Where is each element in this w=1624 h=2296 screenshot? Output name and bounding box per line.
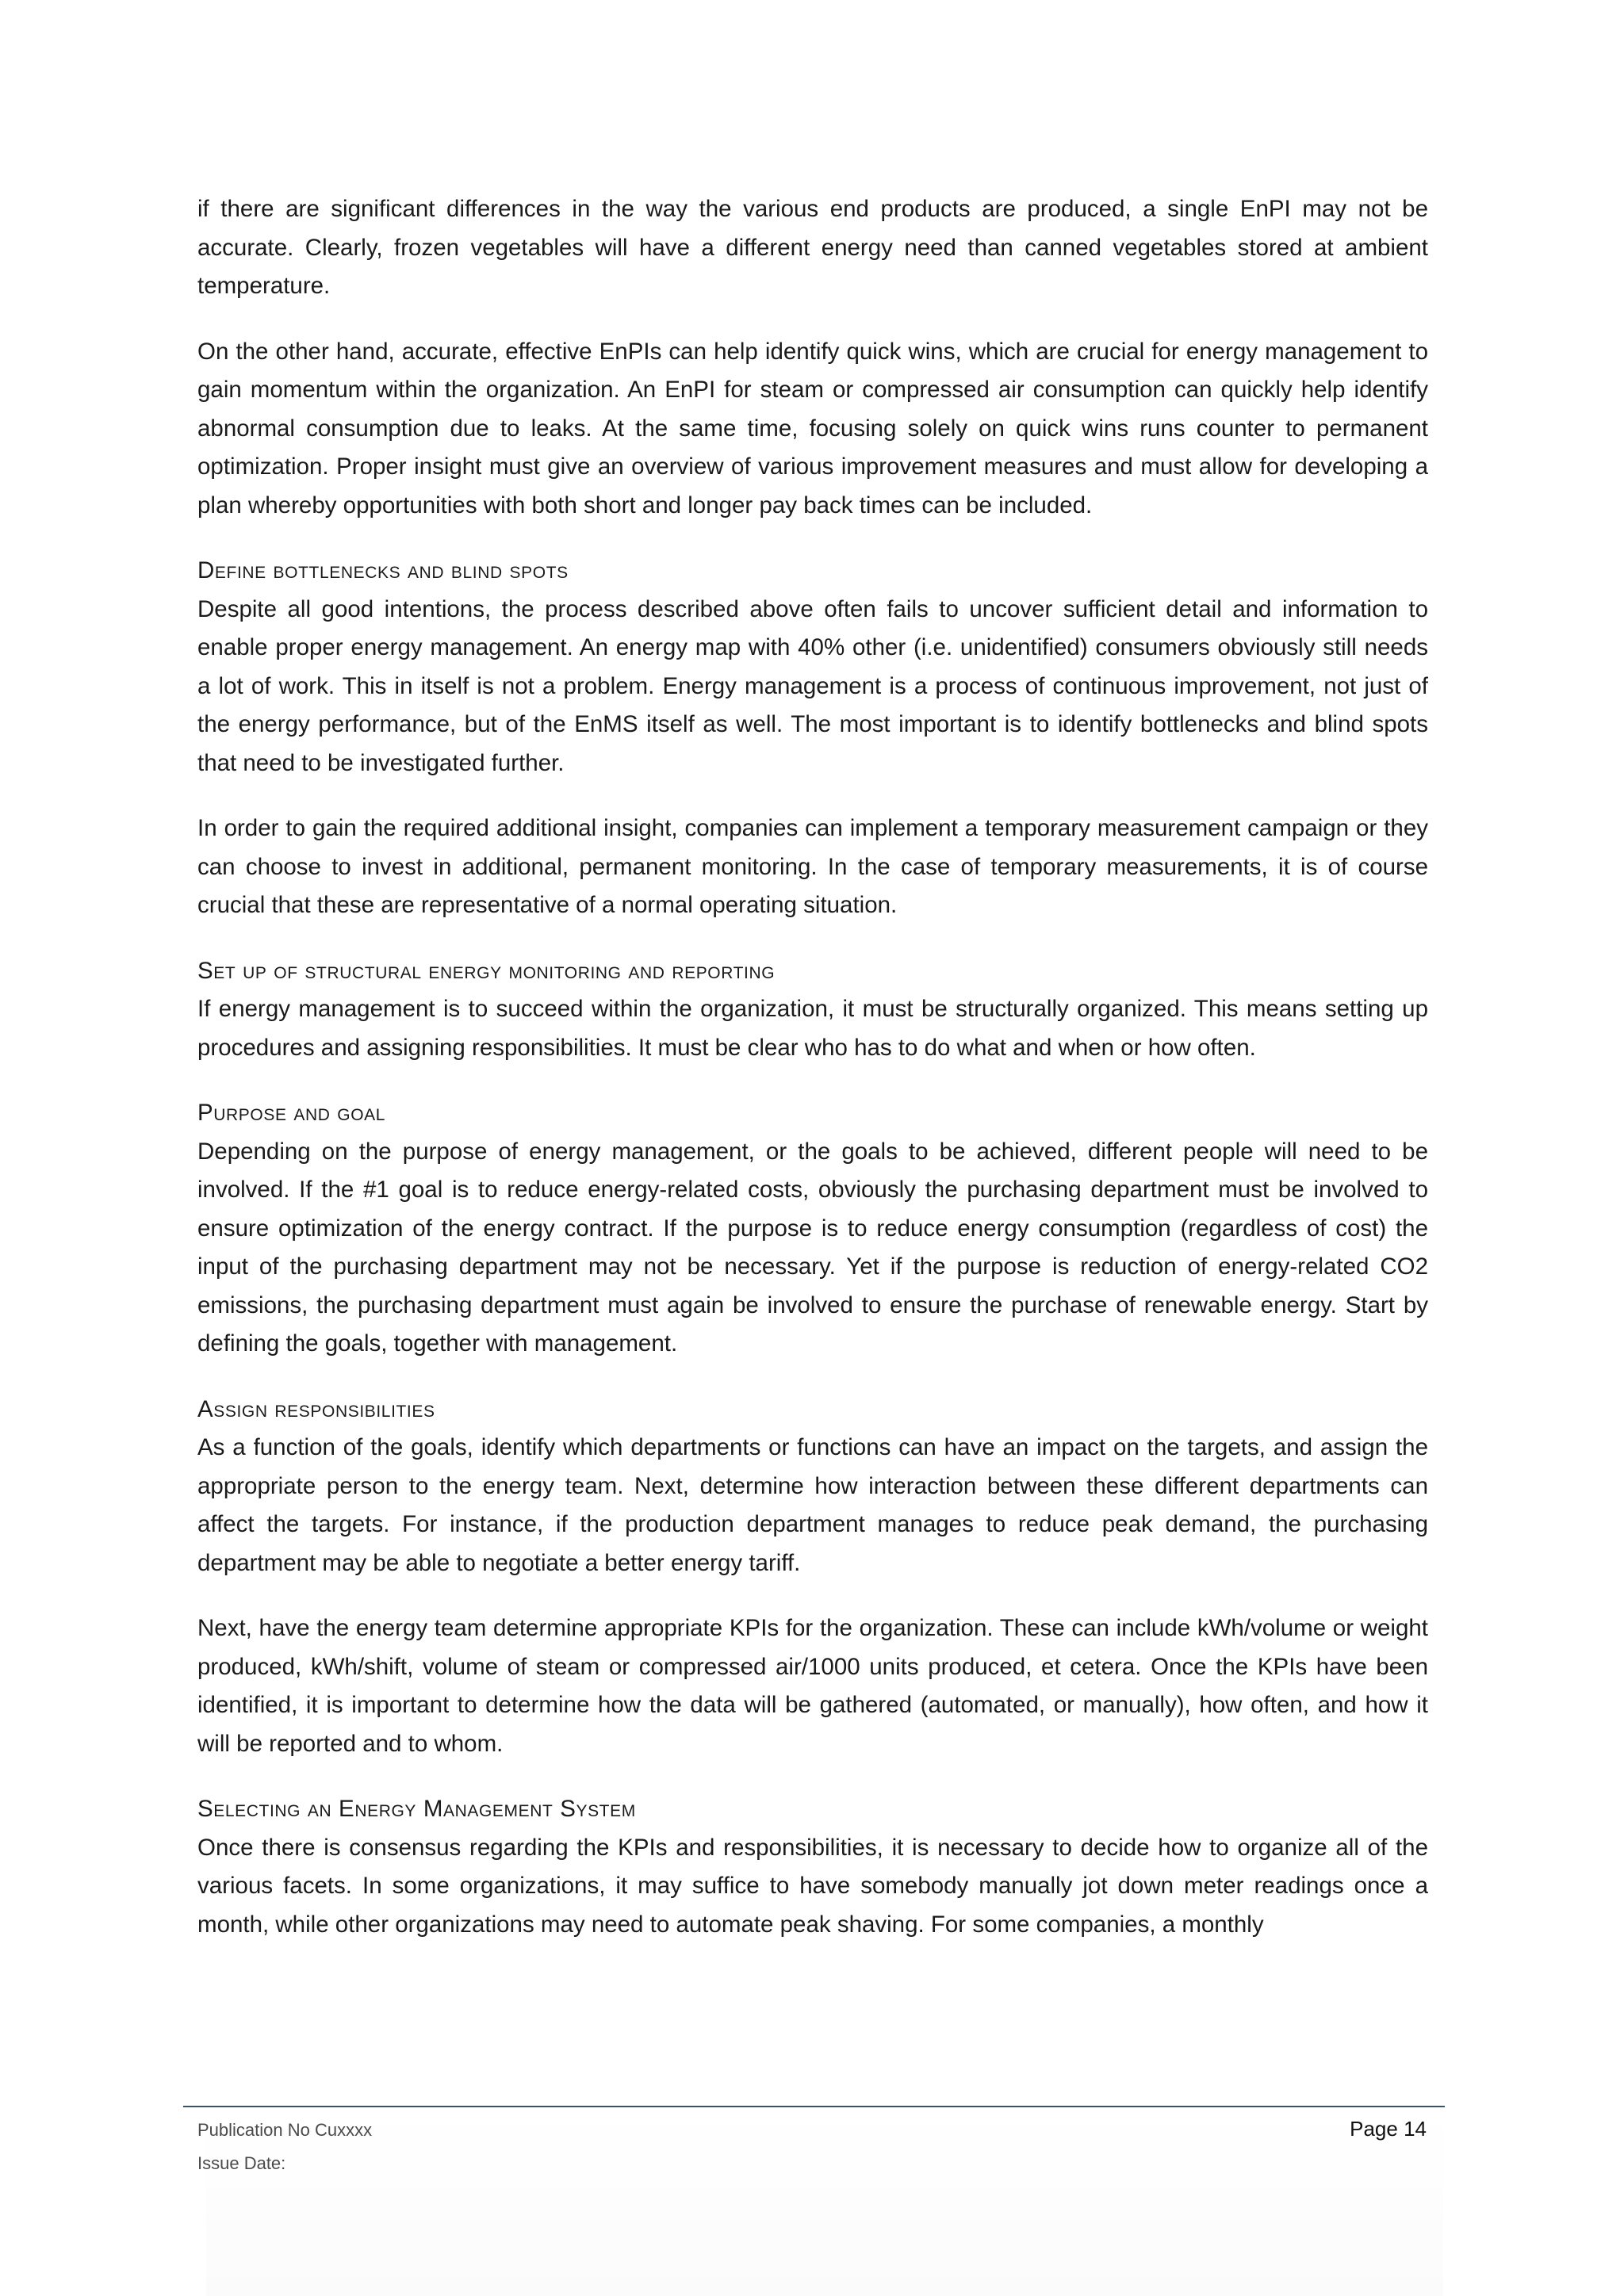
footer-publication-number: Publication No Cuxxxx [197, 2120, 373, 2140]
footer-divider [183, 2106, 1445, 2107]
paragraph: Once there is consensus regarding the KPIs and responsibilities, it is necessary to decide how to organize all of the various facets. In some organizations, it may suffice to have somebody manually jot down meter readings once a month, while other organizations may need to automate peak shaving. For some companies, a monthly [197, 1834, 1428, 1938]
section-heading-enms: Selecting an Energy Management System [197, 1796, 636, 1822]
page-bottom-shade [206, 2109, 1443, 2296]
section-heading-bottlenecks: Define bottlenecks and blind spots [197, 557, 569, 584]
paragraph: Next, have the energy team determine appropriate KPIs for the organization. These can include kWh/volume or weight produced, kWh/shift, volume of steam or compressed air/1000 units produced, et cetera. Once the KPIs have been identified, it is important to determine how the data will be gathered (automated, or manually), how often, and how it will be reported and to whom. [197, 1615, 1428, 1757]
paragraph: Depending on the purpose of energy management, or the goals to be achieved, different people will need to be involved. If the #1 goal is to reduce energy-related costs, obviously the purchasing department must be involved to ensure optimization of the energy contract. If the purpose is to reduce energy consumption (regardless of cost) the input of the purchasing department may not be necessary. Yet if the purpose is reduction of energy-related CO2 emissions, the purchasing department must again be involved to ensure the purchase of renewable energy. Start by defining the goals, together with management. [197, 1138, 1428, 1357]
section-heading-responsibilities: Assign responsibilities [197, 1395, 435, 1422]
document-body [197, 190, 1428, 1971]
footer-issue-date: Issue Date: [197, 2153, 286, 2173]
section-heading-purpose: Purpose and goal [197, 1100, 386, 1126]
page-number: Page 14 [1350, 2117, 1427, 2141]
paragraph: If energy management is to succeed within the organization, it must be structurally organized. This means setting up procedures and assigning responsibilities. It must be clear who has to do what and when or how often. [197, 996, 1428, 1061]
paragraph: if there are significant differences in the way the various end products are produced, a single EnPI may not be accurate. Clearly, frozen vegetables will have a different energy need than canned vegetables stored at ambient temperature. [197, 196, 1428, 299]
paragraph: As a function of the goals, identify which departments or functions can have an impact on the targets, and assign the appropriate person to the energy team. Next, determine how interaction between these different departments can affect the targets. For instance, if the production department manages to reduce peak demand, the purchasing department may be able to negotiate a better energy tariff. [197, 1434, 1428, 1576]
section-heading-monitoring: Set up of structural energy monitoring and reporting [197, 957, 776, 984]
paragraph: In order to gain the required additional insight, companies can implement a temporary measurement campaign or they can choose to invest in additional, permanent monitoring. In the case of temporary measurements, it is of course crucial that these are representative of a normal operating situation. [197, 815, 1428, 918]
paragraph: Despite all good intentions, the process described above often fails to uncover sufficient detail and information to enable proper energy management. An energy map with 40% other (i.e. unidentified) consumers obviously still needs a lot of work. This in itself is not a problem. Energy management is a process of continuous improvement, not just of the energy performance, but of the EnMS itself as well. The most important is to identify bottlenecks and blind spots that need to be investigated further. [197, 595, 1428, 776]
paragraph: On the other hand, accurate, effective EnPIs can help identify quick wins, which are crucial for energy management to gain momentum within the organization. An EnPI for steam or compressed air consumption can quickly help identify abnormal consumption due to leaks. At the same time, focusing solely on quick wins runs counter to permanent optimization. Proper insight must give an overview of various improvement measures and must allow for developing a plan whereby opportunities with both short and longer pay back times can be included. [197, 338, 1428, 519]
